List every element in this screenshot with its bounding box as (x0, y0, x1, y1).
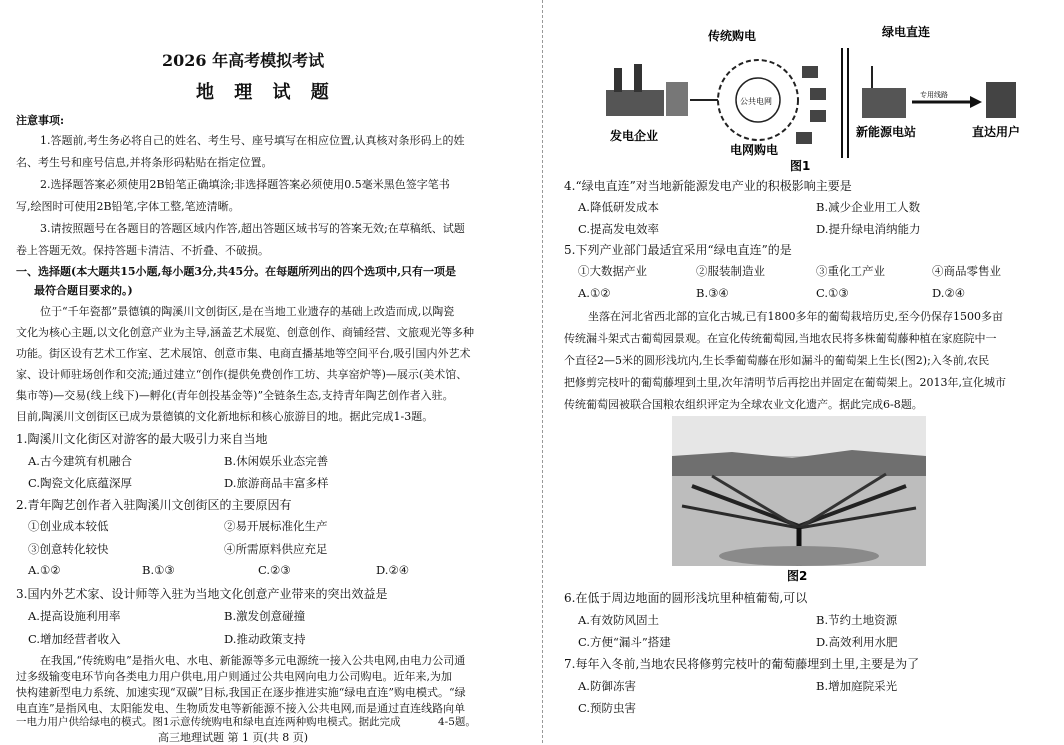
q5-statement-2: ②服装制造业 (696, 264, 765, 278)
q3-option-c[interactable]: C.增加经营者收入 (28, 632, 121, 646)
power-plant-icon (606, 90, 664, 116)
passage-line: 位于“千年瓷都”景德镇的陶溪川文创街区,是在当地工业遗存的基础上改造而成,以陶瓷 (40, 305, 455, 318)
figure-1 (600, 8, 1020, 176)
q2-option-d[interactable]: D.②④ (376, 563, 410, 577)
q5-option-b[interactable]: B.③④ (696, 286, 729, 300)
q2-option-b[interactable]: B.①③ (142, 563, 175, 577)
q1-option-c[interactable]: C.陶瓷文化底蕴深厚 (28, 476, 133, 490)
q5-option-a[interactable]: A.①② (578, 286, 611, 300)
notice-line: 名、考生号和座号信息,并将条形码粘贴在指定位置。 (16, 156, 273, 169)
q3-option-b[interactable]: B.激发创意碰撞 (224, 609, 306, 623)
q2-option-c[interactable]: C.②③ (258, 563, 291, 577)
passage-line: 在我国,“传统购电”是指火电、水电、新能源等多元电源统一接入公共电网,由电力公司通 (40, 654, 466, 667)
notice-line: 3.请按照题号在各题目的答题区域内作答,超出答题区域书写的答案无效;在草稿纸、试题 (40, 222, 465, 235)
q2-statement-4: ④所需原料供应充足 (224, 542, 328, 556)
chimney-icon (614, 68, 622, 92)
passage-line: 集市等)—交易(线上线下)—孵化(青年创投基金等)”全链条生态,支持青年陶艺创作者入驻。 (16, 389, 454, 402)
notice-line: 1.答题前,考生务必将自己的姓名、考生号、座号填写在相应位置,认真核对条形码上的姓 (40, 134, 465, 147)
q5-statement-3: ③重化工产业 (816, 264, 885, 278)
q1-option-b[interactable]: B.休闲娱乐业态完善 (224, 454, 329, 468)
question-1-stem: 1.陶溪川文化街区对游客的最大吸引力来自当地 (16, 432, 268, 446)
right-column (560, 0, 1052, 743)
planting-pit (719, 546, 879, 566)
passage-line: 传统葡萄园被联合国粮农组织评定为全球农业文化遗产。据此完成6-8题。 (564, 398, 923, 411)
passage-line: 一电力用户供给绿电的模式。图1示意传统购电和绿电直连两种购电模式。据此完成 (16, 716, 401, 728)
figure-2-photo (672, 416, 926, 584)
q2-statement-2: ②易开展标准化生产 (224, 519, 328, 533)
passage-line: 目前,陶溪川文创街区已成为景德镇的文化新地标和核心旅游目的地。据此完成1-3题。 (16, 410, 434, 423)
consumer-building-icon (802, 66, 818, 78)
arrow-head-icon (970, 96, 982, 108)
chimney-icon (634, 64, 642, 92)
cooling-tower-icon (666, 82, 688, 116)
q1-option-d[interactable]: D.旅游商品丰富多样 (224, 476, 329, 490)
q4-option-b[interactable]: B.减少企业用工人数 (816, 200, 921, 214)
renewable-station-icon (862, 88, 906, 118)
section-heading: 一、选择题(本大题共15小题,每小题3分,共45分。在每题所列出的四个选项中,只有一项是 (16, 265, 456, 278)
passage-line: 功能。街区设有艺术工作室、艺术展馆、创意市集、电商直播基地等空间平台,吸引国内外艺术 (16, 347, 471, 360)
question-7-stem: 7.每年入冬前,当地农民将修剪完枝叶的葡萄藤埋到土里,主要是为了 (564, 657, 920, 671)
passage-line: 文化为核心主题,以文化创意产业为主导,涵盖艺术展览、创意创作、商铺经营、文旅观光等多种 (16, 326, 474, 339)
figure-1-diagram (600, 8, 1020, 176)
figure1-label-green: 绿电直连 (882, 25, 931, 39)
q2-statement-1: ①创业成本较低 (28, 519, 109, 533)
figure-2 (672, 416, 926, 584)
left-column (16, 0, 494, 743)
notice-line: 写,绘图时可使用2B铅笔,字体工整,笔迹清晰。 (16, 200, 240, 213)
passage-line: 4-5题。 (438, 716, 476, 728)
q5-statement-4: ④商品零售业 (932, 264, 1001, 278)
question-4-stem: 4.“绿电直连”对当地新能源发电产业的积极影响主要是 (564, 179, 852, 193)
consumer-building-icon (810, 88, 826, 100)
figure1-label-station: 新能源电站 (856, 125, 917, 139)
q6-option-d[interactable]: D.高效利用水肥 (816, 635, 898, 649)
consumer-building-icon (810, 110, 826, 122)
figure2-caption: 图2 (787, 569, 808, 583)
q6-option-c[interactable]: C.方便“漏斗”搭建 (578, 635, 671, 649)
consumer-building-icon (796, 132, 812, 144)
notice-line: 卷上答题无效。保持答题卡清洁、不折叠、不破损。 (16, 244, 269, 257)
passage-line: 个直径2—5米的圆形浅坑内,生长季葡萄藤在形如漏斗的葡萄架上生长(图2);入冬前,农民 (564, 354, 990, 367)
passage-line: 过多级输变电环节向各类电力用户供电,用户则通过公共电网向电力公司购电。近年来,为加 (16, 670, 452, 683)
column-divider (542, 0, 543, 743)
end-user-factory-icon (986, 82, 1016, 118)
q7-option-a[interactable]: A.防御冻害 (578, 679, 636, 693)
page-footer: 高三地理试题 第 1 页(共 8 页) (158, 731, 309, 744)
question-6-stem: 6.在低于周边地面的圆形浅坑里种植葡萄,可以 (564, 591, 808, 605)
q2-statement-3: ③创意转化较快 (28, 542, 109, 556)
q4-option-c[interactable]: C.提高发电效率 (578, 222, 660, 236)
q7-option-c[interactable]: C.预防虫害 (578, 701, 637, 715)
figure1-label-line: 专用线路 (920, 91, 948, 99)
question-5-stem: 5.下列产业部门最适宜采用“绿电直连”的是 (564, 243, 792, 257)
figure1-label-user: 直达用户 (972, 125, 1020, 139)
passage-line: 传统漏斗架式古葡萄园景观。在宣化传统葡萄园,当地农民将多株葡萄藤种植在家庭院中一 (564, 332, 997, 345)
q1-option-a[interactable]: A.古今建筑有机融合 (28, 454, 132, 468)
q6-option-a[interactable]: A.有效防风固土 (578, 613, 659, 627)
q4-option-d[interactable]: D.提升绿电消纳能力 (816, 222, 921, 236)
notice-heading: 注意事项: (16, 114, 65, 127)
figure1-label-public-grid: 公共电网 (740, 97, 772, 106)
passage-line: 坐落在河北省西北部的宣化古城,已有1800多年的葡萄栽培历史,至今仍保存1500多亩 (588, 310, 1003, 323)
q5-statement-1: ①大数据产业 (578, 264, 647, 278)
q5-option-c[interactable]: C.①③ (816, 286, 849, 300)
passage-line: 把修剪完枝叶的葡萄藤埋到土里,次年清明节后再挖出并固定在葡萄架上。2013年,宣化城市 (564, 376, 1006, 389)
q4-option-a[interactable]: A.降低研发成本 (578, 200, 659, 214)
passage-line: 家、设计师驻场创作和交流;通过建立“创作(提供免费创作工坊、共享窑炉等)—展示(美术馆、 (16, 368, 468, 381)
q5-option-d[interactable]: D.②④ (932, 286, 966, 300)
q3-option-a[interactable]: A.提高设施利用率 (28, 609, 121, 623)
q3-option-d[interactable]: D.推动政策支持 (224, 632, 306, 646)
q7-option-b[interactable]: B.增加庭院采光 (816, 679, 898, 693)
figure1-label-traditional: 传统购电 (708, 29, 757, 43)
q2-option-a[interactable]: A.①② (28, 563, 61, 577)
subject-title: 地 理 试 题 (196, 82, 336, 103)
question-2-stem: 2.青年陶艺创作者入驻陶溪川文创街区的主要原因有 (16, 498, 292, 512)
q6-option-b[interactable]: B.节约土地资源 (816, 613, 898, 627)
passage-line: 电直连”是指风电、太阳能发电、生物质发电等新能源不接入公共电网,而是通过直连线路向单 (16, 702, 466, 715)
question-3-stem: 3.国内外艺术家、设计师等入驻为当地文化创意产业带来的突出效益是 (16, 587, 388, 601)
figure1-caption: 图1 (790, 159, 811, 173)
figure1-label-generator: 发电企业 (610, 129, 659, 143)
figure1-label-grid: 电网购电 (730, 143, 779, 157)
section-heading-cont: 最符合题目要求的。) (34, 284, 133, 297)
notice-line: 2.选择题答案必须使用2B铅笔正确填涂;非选择题答案必须使用0.5毫米黑色签字笔书 (40, 178, 450, 191)
exam-title: 2026 年高考模拟考试 (162, 51, 325, 70)
passage-line: 快构建新型电力系统、加速实现“双碳”目标,我国正在逐步推进实施“绿电直连”购电模式。“绿 (16, 686, 466, 699)
